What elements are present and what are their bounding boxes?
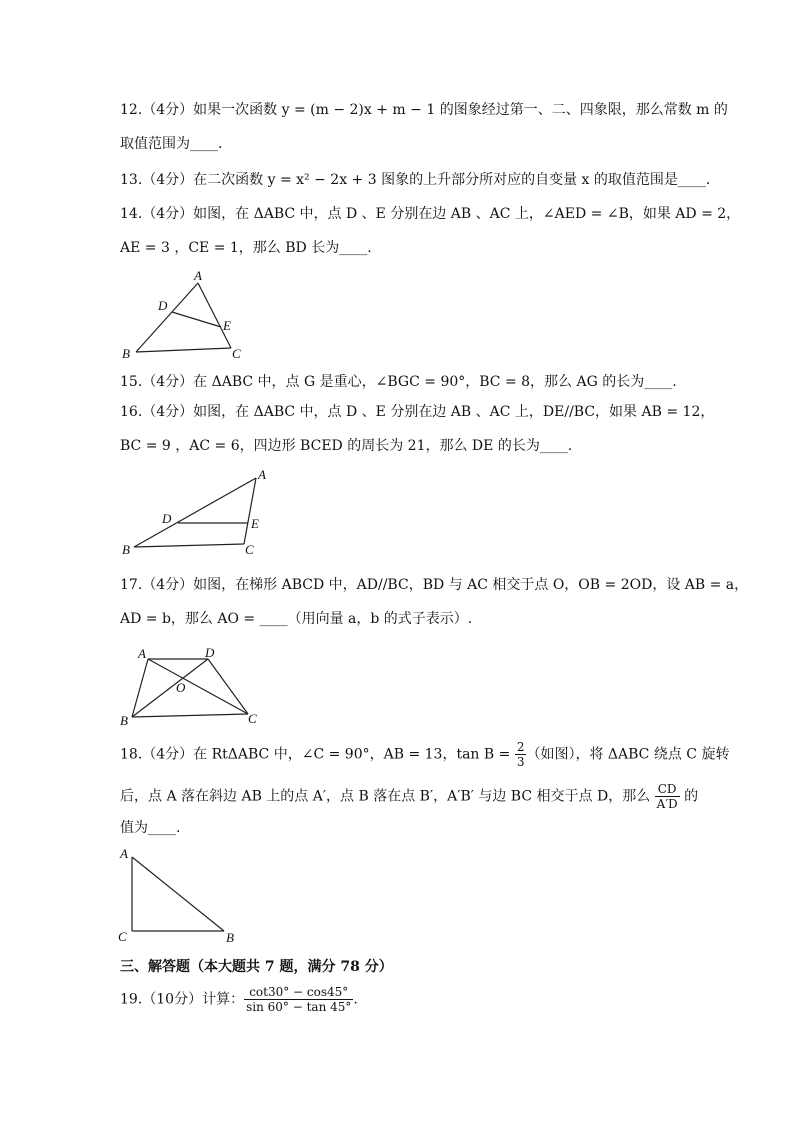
fig16-side-ab	[134, 478, 256, 547]
fig18-label-a: A	[120, 846, 128, 861]
fig18-side-ab	[132, 857, 224, 931]
question-17	[120, 575, 749, 629]
q12-line1: 12.（4分）如果一次函数 y = (m − 2)x + m − 1 的图象经过第一、二、四象限，那么常数 m 的	[120, 102, 728, 118]
fig17-side-ab	[132, 659, 148, 717]
fig18-label-c: C	[118, 929, 127, 944]
q14-line1: 14.（4分）如图，在 ΔABC 中，点 D 、E 分别在边 AB 、AC 上，∠AED = ∠B，如果 AD = 2，	[120, 206, 741, 222]
fig16-label-c: C	[245, 542, 254, 557]
question-15	[120, 372, 680, 392]
fig16-side-bc	[134, 544, 244, 547]
q18-line1: 18.（4分）在 RtΔABC 中，∠C = 90°，AB = 13，tan B = $\frac{2}{3}$ （如图），将 ΔABC 绕点 C 旋转	[120, 740, 730, 769]
fig17-side-bc	[132, 714, 248, 717]
fig14-side-bc	[136, 348, 231, 352]
question-13	[120, 170, 711, 190]
q18-line2: 后，点 A 落在斜边 AB 上的点 A′，点 B 落在点 B′，A′B′ 与边 BC 相交于点 D，那么 $\frac{CD}{A'D}$ 的	[120, 782, 699, 811]
fig14-side-ac	[198, 283, 231, 348]
fig17-label-o: O	[176, 680, 186, 695]
fig16-label-d: D	[162, 511, 172, 526]
question-12	[120, 100, 728, 154]
fig18-label-b: B	[226, 930, 234, 945]
q18-fraction-cd-ad: $\frac{CD}{A'D}$	[656, 782, 678, 811]
figure-q16-triangle	[118, 465, 278, 560]
question-19: 19.（10分）计算： $\frac{\cot 30^\circ - \cos 45^\circ}{\sin 60^\circ - \tan 45^\circ}$ .	[120, 985, 358, 1014]
q19-fraction: $\frac{\cot 30^\circ - \cos 45^\circ}{\sin 60^\circ - \tan 45^\circ}$	[246, 985, 352, 1014]
fig16-label-b: B	[122, 542, 130, 557]
question-14	[120, 204, 741, 258]
q18-fraction-tanb: $\frac{2}{3}$	[516, 740, 525, 769]
figure-q17-trapezoid	[118, 645, 268, 730]
q13-line1: 13.（4分）在二次函数 y = x² − 2x + 3 图象的上升部分所对应的自变量 x 的取值范围是____.	[120, 172, 711, 188]
fig17-diagonal-bd	[132, 659, 208, 717]
q18-line3: 值为____.	[120, 820, 181, 836]
fig14-label-a: A	[194, 268, 202, 283]
q15-line1: 15.（4分）在 ΔABC 中，点 G 是重心，∠BGC = 90°，BC = 8，那么 AG 的长为____.	[120, 374, 677, 390]
fig17-label-c: C	[248, 711, 257, 726]
q12-line2: 取值范围为____.	[120, 136, 223, 152]
fig16-side-ac	[244, 478, 256, 544]
question-16	[120, 402, 715, 456]
fig17-label-a: A	[138, 646, 146, 661]
q16-line1: 16.（4分）如图，在 ΔABC 中，点 D 、E 分别在边 AB 、AC 上，DE//BC，如果 AB = 12，	[120, 404, 715, 420]
fig17-side-dc	[208, 659, 248, 714]
section-header: 三、解答题（本大题共 7 题，满分 78 分）	[120, 959, 393, 975]
fig14-label-c: C	[232, 346, 241, 361]
fig14-label-e: E	[223, 318, 231, 333]
q14-line2: AE = 3 ，CE = 1，那么 BD 长为____.	[120, 240, 372, 256]
fig17-label-b: B	[120, 713, 128, 728]
figure-q14-triangle	[118, 268, 258, 363]
fig14-label-d: D	[158, 298, 168, 313]
figure-q18-right-triangle	[116, 845, 246, 945]
fig16-label-e: E	[251, 516, 259, 531]
q17-line1: 17.（4分）如图，在梯形 ABCD 中，AD//BC，BD 与 AC 相交于点 O，OB = 2OD，设 AB = a，	[120, 577, 749, 593]
q16-line2: BC = 9 ，AC = 6，四边形 BCED 的周长为 21，那么 DE 的长为____.	[120, 438, 573, 454]
q17-line2: AD = b，那么 AO = ____（用向量 a，b 的式子表示）.	[120, 611, 473, 627]
fig16-label-a: A	[258, 467, 266, 482]
question-18	[120, 740, 730, 838]
fig17-label-d: D	[205, 645, 215, 660]
fig14-label-b: B	[122, 346, 130, 361]
